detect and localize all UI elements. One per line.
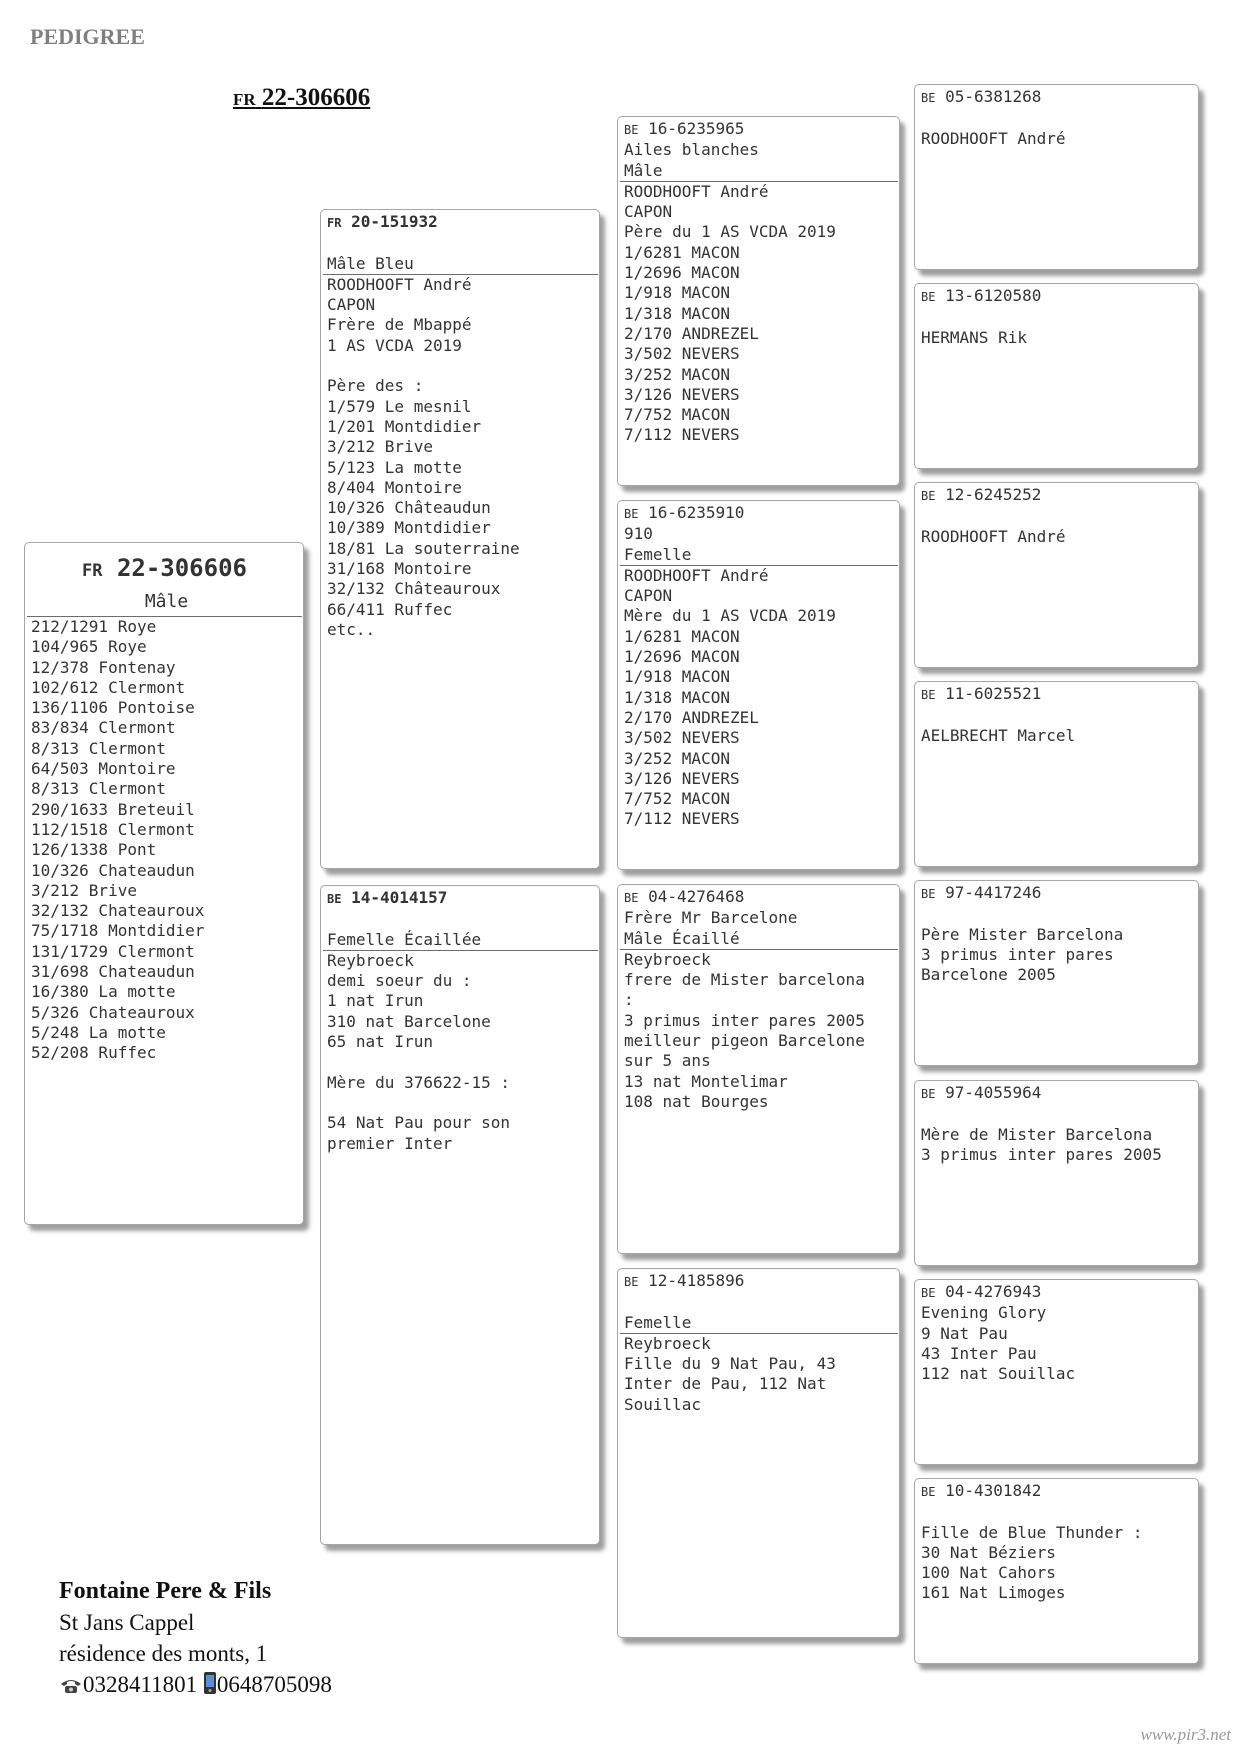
card-line: Evening Glory [921, 1303, 1047, 1323]
card-line: Reybroeck [624, 949, 711, 969]
card-line: ROODHOOFT André [921, 128, 1066, 148]
ring-number [921, 684, 1193, 705]
country-code: FR [82, 561, 103, 581]
pigeon-card-dam [320, 885, 600, 1545]
card-line: 64/503 Montoire [31, 759, 176, 779]
card-line: Femelle [620, 545, 898, 566]
card-line: 1/2696 MACON [624, 647, 740, 667]
ring: 12-6245252 [945, 485, 1042, 504]
card-line [327, 1052, 594, 1072]
pigeon-card-sire-dam [617, 500, 900, 870]
card-line: 131/1729 Clermont [31, 941, 195, 961]
card-line [921, 307, 1193, 327]
pigeon-card-great-grandparent [914, 84, 1199, 270]
card-line: 1/318 MACON [624, 687, 730, 707]
card-line [624, 1292, 894, 1312]
card-line: AELBRECHT Marcel [921, 725, 1076, 745]
breeder-phone: 0328411801 [83, 1672, 198, 1697]
card-line: 3/502 NEVERS [624, 728, 740, 748]
card-line: 1/2696 MACON [624, 263, 740, 283]
ring-number [624, 503, 894, 524]
card-line: 310 nat Barcelone [327, 1011, 491, 1031]
header-ring-number [233, 84, 370, 112]
card-line: Mère du 1 AS VCDA 2019 [624, 606, 836, 626]
card-line: 54 Nat Pau pour son [327, 1113, 511, 1133]
pigeon-card-sire [320, 209, 600, 869]
card-line: 75/1718 Montdidier [31, 921, 205, 941]
card-line: 212/1291 Roye [31, 617, 157, 636]
pigeon-card-great-grandparent [914, 1279, 1199, 1465]
card-line: 104/965 Roye [31, 637, 147, 657]
card-line: : [624, 990, 634, 1010]
card-line: meilleur pigeon Barcelone [624, 1031, 865, 1051]
card-line: 1/6281 MACON [624, 626, 740, 646]
card-line: 161 Nat Limoges [921, 1583, 1066, 1603]
card-line: Souillac [624, 1394, 702, 1414]
card-line: 1/6281 MACON [624, 242, 740, 262]
card-line: Ailes blanches [624, 140, 759, 160]
card-line: 5/248 La motte [31, 1022, 166, 1042]
ring-number [921, 485, 1193, 506]
card-line: 52/208 Ruffec [31, 1043, 157, 1063]
breeder-phones [59, 1669, 332, 1702]
pigeon-card-dam-sire [617, 884, 900, 1254]
card-line [921, 108, 1193, 128]
pigeon-card-sire-sire [617, 116, 900, 486]
card-line: Mère de Mister Barcelona [921, 1124, 1153, 1144]
ring: 13-6120580 [945, 286, 1042, 305]
card-line: Père Mister Barcelona [921, 924, 1124, 944]
card-line: 3/126 NEVERS [624, 768, 740, 788]
card-line: 3 primus inter pares 2005 [921, 1144, 1162, 1164]
card-line: 31/168 Montoire [327, 559, 472, 579]
ring-number [921, 1481, 1193, 1502]
country-code: BE [921, 91, 936, 105]
sex-label: Mâle [27, 588, 302, 617]
card-line: 1/318 MACON [624, 303, 730, 323]
ring: 22-306606 [116, 554, 247, 582]
card-line: ROODHOOFT André [624, 565, 769, 585]
ring-number [921, 883, 1193, 904]
card-line: 43 Inter Pau [921, 1343, 1037, 1363]
card-line: 290/1633 Breteuil [31, 799, 195, 819]
country-code: FR [327, 216, 342, 230]
card-line: 32/132 Chateauroux [31, 901, 205, 921]
card-line: 1/201 Montdidier [327, 416, 482, 436]
country-code: BE [921, 290, 936, 304]
card-line: 10/326 Chateaudun [31, 860, 195, 880]
card-line: 136/1106 Pontoise [31, 698, 195, 718]
pigeon-card-great-grandparent [914, 880, 1199, 1066]
ring-number [624, 887, 894, 908]
ring: 97-4055964 [945, 1083, 1042, 1102]
card-line: Frère Mr Barcelone [624, 908, 798, 928]
card-line: premier Inter [327, 1133, 453, 1153]
ring: 11-6025521 [945, 684, 1042, 703]
card-line: 1/918 MACON [624, 667, 730, 687]
country-code: BE [327, 892, 342, 906]
card-line: 3/252 MACON [624, 748, 730, 768]
breeder-info [59, 1576, 332, 1702]
pigeon-card-subject [24, 542, 304, 1225]
card-line: 1 AS VCDA 2019 [327, 335, 462, 355]
header-ring: 22-306606 [261, 84, 371, 111]
country-code: BE [921, 1485, 936, 1499]
country-code: BE [624, 891, 639, 905]
card-line: 126/1338 Pont [31, 840, 157, 860]
card-line: Femelle Écaillée [323, 930, 598, 951]
card-line: 100 Nat Cahors [921, 1563, 1056, 1583]
ring: 12-4185896 [648, 1271, 745, 1290]
card-line: ROODHOOFT André [624, 181, 769, 201]
card-line: 7/112 NEVERS [624, 425, 740, 445]
ring-number [921, 1083, 1193, 1104]
card-line [327, 356, 594, 376]
watermark: www.pir3.net [1140, 1725, 1231, 1744]
ring-number [921, 1282, 1193, 1303]
card-line: 108 nat Bourges [624, 1091, 769, 1111]
card-line: 3/212 Brive [31, 880, 137, 900]
card-line: Barcelone 2005 [921, 965, 1056, 985]
ring: 04-4276468 [648, 887, 745, 906]
document-title: PEDIGREE [30, 24, 145, 49]
pigeon-card-great-grandparent [914, 681, 1199, 867]
country-code: BE [921, 1087, 936, 1101]
mobile-phone-icon [203, 1671, 217, 1702]
card-line: CAPON [327, 295, 376, 315]
country-code: BE [624, 123, 639, 137]
card-line: 2/170 ANDREZEL [624, 707, 759, 727]
ring: 16-6235965 [648, 119, 745, 138]
ring: 05-6381268 [945, 87, 1042, 106]
card-line: CAPON [624, 202, 673, 222]
card-line: Mâle Écaillé [620, 929, 898, 950]
country-code: BE [921, 688, 936, 702]
card-line: 910 [624, 524, 653, 544]
card-line: 112 nat Souillac [921, 1364, 1076, 1384]
card-line: frere de Mister barcelona [624, 970, 865, 990]
card-line: Père des : [327, 376, 424, 396]
ring: 20-151932 [351, 212, 438, 231]
card-line: Inter de Pau, 112 Nat [624, 1374, 827, 1394]
breeder-mobile: 0648705098 [216, 1672, 332, 1697]
card-line: 32/132 Châteauroux [327, 579, 501, 599]
card-line [921, 904, 1193, 924]
country-code: BE [921, 489, 936, 503]
pigeon-card-dam-dam [617, 1268, 900, 1638]
card-line: Mère du 376622-15 : [327, 1072, 511, 1092]
card-line: 10/389 Montdidier [327, 518, 491, 538]
card-line: 8/313 Clermont [31, 779, 166, 799]
card-line: ROODHOOFT André [327, 274, 472, 294]
card-line: Fille de Blue Thunder : [921, 1522, 1143, 1542]
card-line: demi soeur du : [327, 971, 472, 991]
card-line: 5/123 La motte [327, 457, 462, 477]
card-line [921, 1502, 1193, 1522]
card-line: 3/502 NEVERS [624, 344, 740, 364]
header-country-code: FR [233, 90, 256, 109]
pigeon-card-great-grandparent [914, 1478, 1199, 1664]
card-line: 83/834 Clermont [31, 718, 176, 738]
card-line: 8/313 Clermont [31, 738, 166, 758]
card-line: 12/378 Fontenay [31, 657, 176, 677]
card-line: etc.. [327, 619, 376, 639]
card-line [921, 705, 1193, 725]
card-line: 3/212 Brive [327, 437, 433, 457]
breeder-city: St Jans Cappel [59, 1610, 195, 1635]
card-line [327, 909, 594, 929]
card-line: 1 nat Irun [327, 991, 424, 1011]
card-line: Reybroeck [327, 950, 414, 970]
country-code: BE [921, 887, 936, 901]
card-line: 2/170 ANDREZEL [624, 323, 759, 343]
card-line: 7/752 MACON [624, 789, 730, 809]
card-line: 7/112 NEVERS [624, 809, 740, 829]
card-line: 1/579 Le mesnil [327, 396, 472, 416]
breeder-address: résidence des monts, 1 [59, 1641, 268, 1666]
ring: 16-6235910 [648, 503, 745, 522]
card-line: sur 5 ans [624, 1051, 711, 1071]
card-line: 3 primus inter pares 2005 [624, 1010, 865, 1030]
card-line [327, 233, 594, 253]
pigeon-card-great-grandparent [914, 482, 1199, 668]
pigeon-card-great-grandparent [914, 283, 1199, 469]
ring-number [624, 1271, 894, 1292]
card-line: 30 Nat Béziers [921, 1542, 1056, 1562]
card-line [921, 506, 1193, 526]
card-line [921, 1104, 1193, 1124]
card-line: Mâle [620, 161, 898, 182]
card-line: 102/612 Clermont [31, 677, 186, 697]
card-line: HERMANS Rik [921, 327, 1027, 347]
card-line: Père du 1 AS VCDA 2019 [624, 222, 836, 242]
card-line: 7/752 MACON [624, 405, 730, 425]
card-line: Fille du 9 Nat Pau, 43 [624, 1354, 836, 1374]
card-line: 66/411 Ruffec [327, 599, 453, 619]
ring-number [921, 286, 1193, 307]
card-line [327, 1093, 594, 1113]
card-line: 31/698 Chateaudun [31, 962, 195, 982]
ring: 04-4276943 [945, 1282, 1042, 1301]
card-line: 18/81 La souterraine [327, 538, 520, 558]
ring-number [327, 888, 594, 909]
telephone-icon [59, 1671, 83, 1702]
country-code: BE [921, 1286, 936, 1300]
card-line: 9 Nat Pau [921, 1323, 1008, 1343]
ring: 14-4014157 [351, 888, 448, 907]
ring-number [624, 119, 894, 140]
card-line: 13 nat Montelimar [624, 1071, 788, 1091]
card-line: ROODHOOFT André [921, 526, 1066, 546]
card-line: 65 nat Irun [327, 1032, 433, 1052]
card-line: 16/380 La motte [31, 982, 176, 1002]
card-line: Mâle Bleu [323, 254, 598, 275]
card-line: 3/252 MACON [624, 364, 730, 384]
pigeon-card-great-grandparent [914, 1080, 1199, 1266]
card-line: 8/404 Montoire [327, 477, 462, 497]
ring-number [31, 551, 298, 588]
breeder-name: Fontaine Pere & Fils [59, 1578, 272, 1604]
card-line: CAPON [624, 586, 673, 606]
card-line: 3/126 NEVERS [624, 384, 740, 404]
card-line: 1/918 MACON [624, 283, 730, 303]
card-line: Frère de Mbappé [327, 315, 472, 335]
country-code: BE [624, 507, 639, 521]
results-list [31, 617, 298, 1064]
card-line: 112/1518 Clermont [31, 819, 195, 839]
card-line: Femelle [620, 1313, 898, 1334]
card-line: Reybroeck [624, 1333, 711, 1353]
ring: 97-4417246 [945, 883, 1042, 902]
ring-number [921, 87, 1193, 108]
card-line: 10/326 Châteaudun [327, 498, 491, 518]
ring-number [327, 212, 594, 233]
ring: 10-4301842 [945, 1481, 1042, 1500]
card-line: 5/326 Chateauroux [31, 1002, 195, 1022]
card-line: 3 primus inter pares [921, 944, 1114, 964]
country-code: BE [624, 1275, 639, 1289]
